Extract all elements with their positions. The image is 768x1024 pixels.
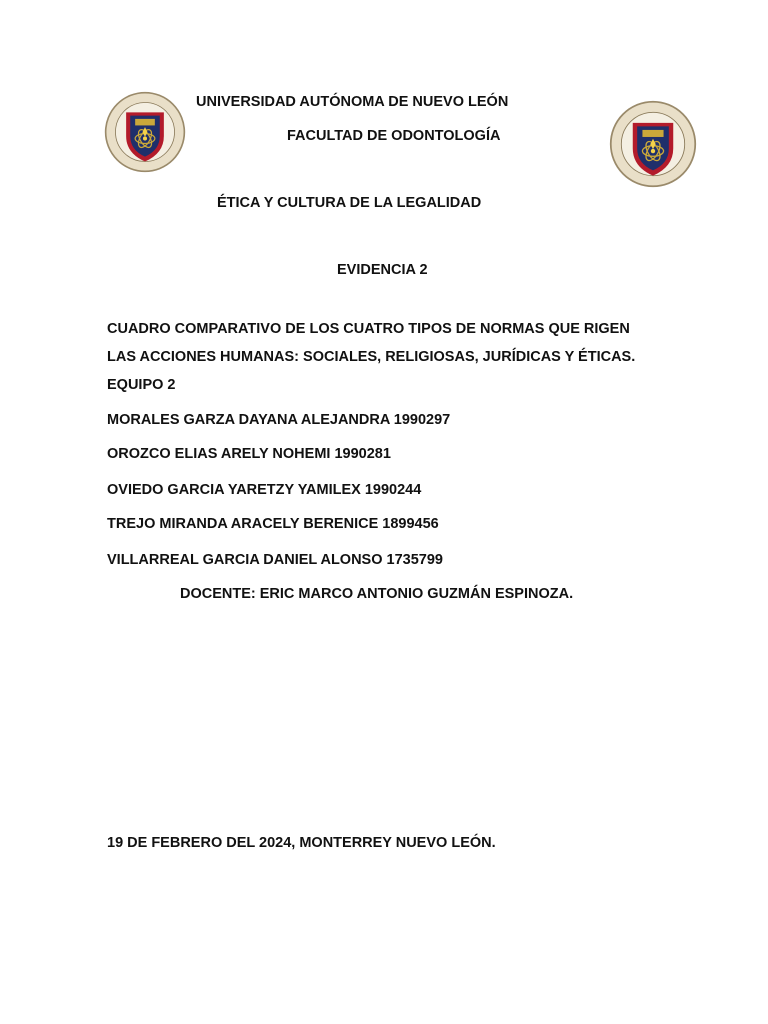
topic-line-2: LAS ACCIONES HUMANAS: SOCIALES, RELIGIOSAS, JURÍDICAS Y ÉTICAS.	[107, 349, 636, 365]
university-title: UNIVERSIDAD AUTÓNOMA DE NUEVO LEÓN	[196, 94, 509, 110]
teacher-line: DOCENTE: ERIC MARCO ANTONIO GUZMÁN ESPINOZA.	[180, 586, 574, 602]
course-title: ÉTICA Y CULTURA DE LA LEGALIDAD	[217, 195, 482, 211]
member-2: OROZCO ELIAS ARELY NOHEMI 1990281	[107, 446, 391, 462]
faculty-title: FACULTAD DE ODONTOLOGÍA	[287, 128, 501, 144]
member-5: VILLARREAL GARCIA DANIEL ALONSO 1735799	[107, 552, 443, 568]
team-label: EQUIPO 2	[107, 377, 176, 393]
member-3: OVIEDO GARCIA YARETZY YAMILEX 1990244	[107, 482, 422, 498]
uanl-seal-right-icon	[609, 100, 697, 188]
evidence-title: EVIDENCIA 2	[337, 262, 428, 278]
member-4: TREJO MIRANDA ARACELY BERENICE 1899456	[107, 516, 439, 532]
uanl-seal-left-icon	[104, 91, 186, 173]
topic-line-1: CUADRO COMPARATIVO DE LOS CUATRO TIPOS DE NORMAS QUE RIGEN	[107, 321, 630, 337]
member-1: MORALES GARZA DAYANA ALEJANDRA 1990297	[107, 412, 451, 428]
date-place: 19 DE FEBRERO DEL 2024, MONTERREY NUEVO LEÓN.	[107, 835, 496, 851]
